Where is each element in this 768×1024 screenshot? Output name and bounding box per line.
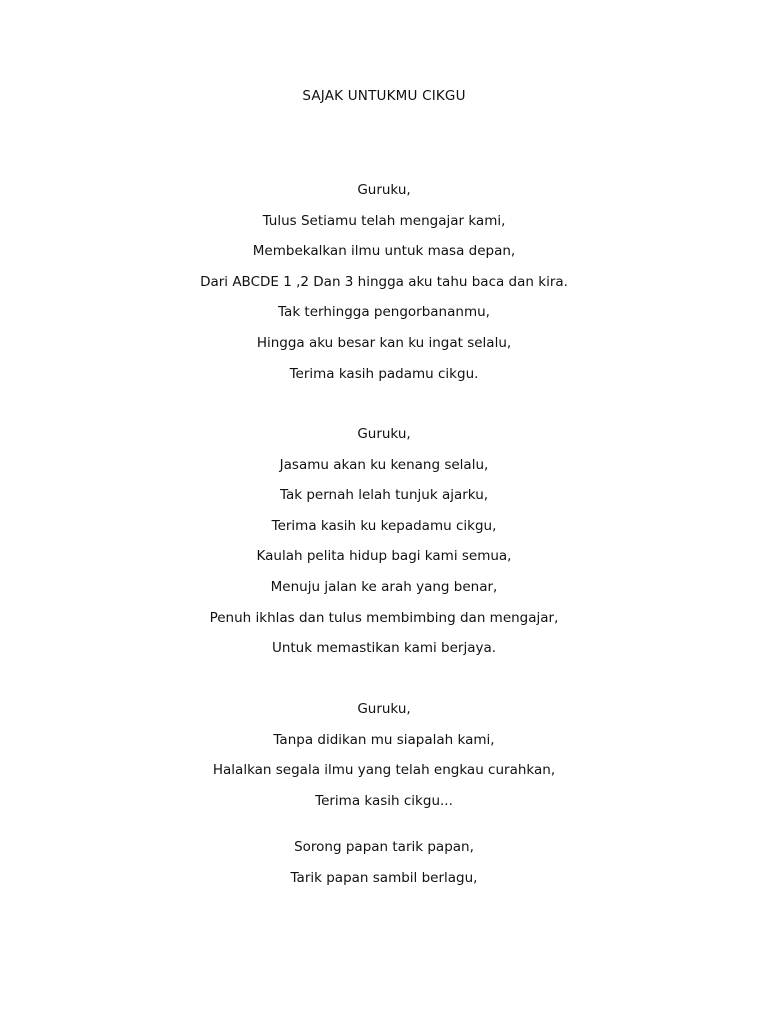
poem-line: Sorong papan tarik papan, [294, 839, 474, 855]
poem-line: Terima kasih ku kepadamu cikgu, [271, 517, 497, 534]
poem-line: Guruku, [357, 701, 411, 717]
poem-line: Halalkan segala ilmu yang telah engkau curahkan, [212, 762, 556, 779]
poem-title: SAJAK UNTUKMU CIKGU [302, 88, 466, 104]
poem-line: Membekalkan ilmu untuk masa depan, [252, 243, 516, 260]
poem-line: Guruku, [357, 182, 411, 198]
poem-line: Menuju jalan ke arah yang benar, [270, 578, 498, 595]
stanza [0, 832, 768, 893]
poem-line: Tulus Setiamu telah mengajar kami, [262, 212, 506, 229]
stanza [0, 694, 768, 816]
poem-line: Guruku, [357, 426, 411, 442]
poem-line: Hingga aku besar kan ku ingat selalu, [256, 334, 512, 351]
poem-line: Tanpa didikan mu siapalah kami, [273, 731, 495, 748]
poem-line: Jasamu akan ku kenang selalu, [279, 456, 489, 473]
poem-line: Penuh ikhlas dan tulus membimbing dan mengajar, [209, 609, 559, 626]
poem-line: Terima kasih padamu cikgu. [289, 365, 479, 382]
stanza [0, 175, 768, 389]
poem-line: Untuk memastikan kami berjaya. [271, 640, 497, 657]
poem-line: Tak pernah lelah tunjuk ajarku, [279, 487, 489, 504]
poem-line: Kaulah pelita hidup bagi kami semua, [256, 548, 512, 565]
poem-line: Terima kasih cikgu... [315, 792, 453, 809]
stanza [0, 419, 768, 664]
poem-line: Tarik papan sambil berlagu, [290, 869, 478, 886]
poem-line: Tak terhingga pengorbananmu, [278, 304, 490, 321]
poem-line: Dari ABCDE 1 ,2 Dan 3 hingga aku tahu baca dan kira. [200, 273, 568, 290]
